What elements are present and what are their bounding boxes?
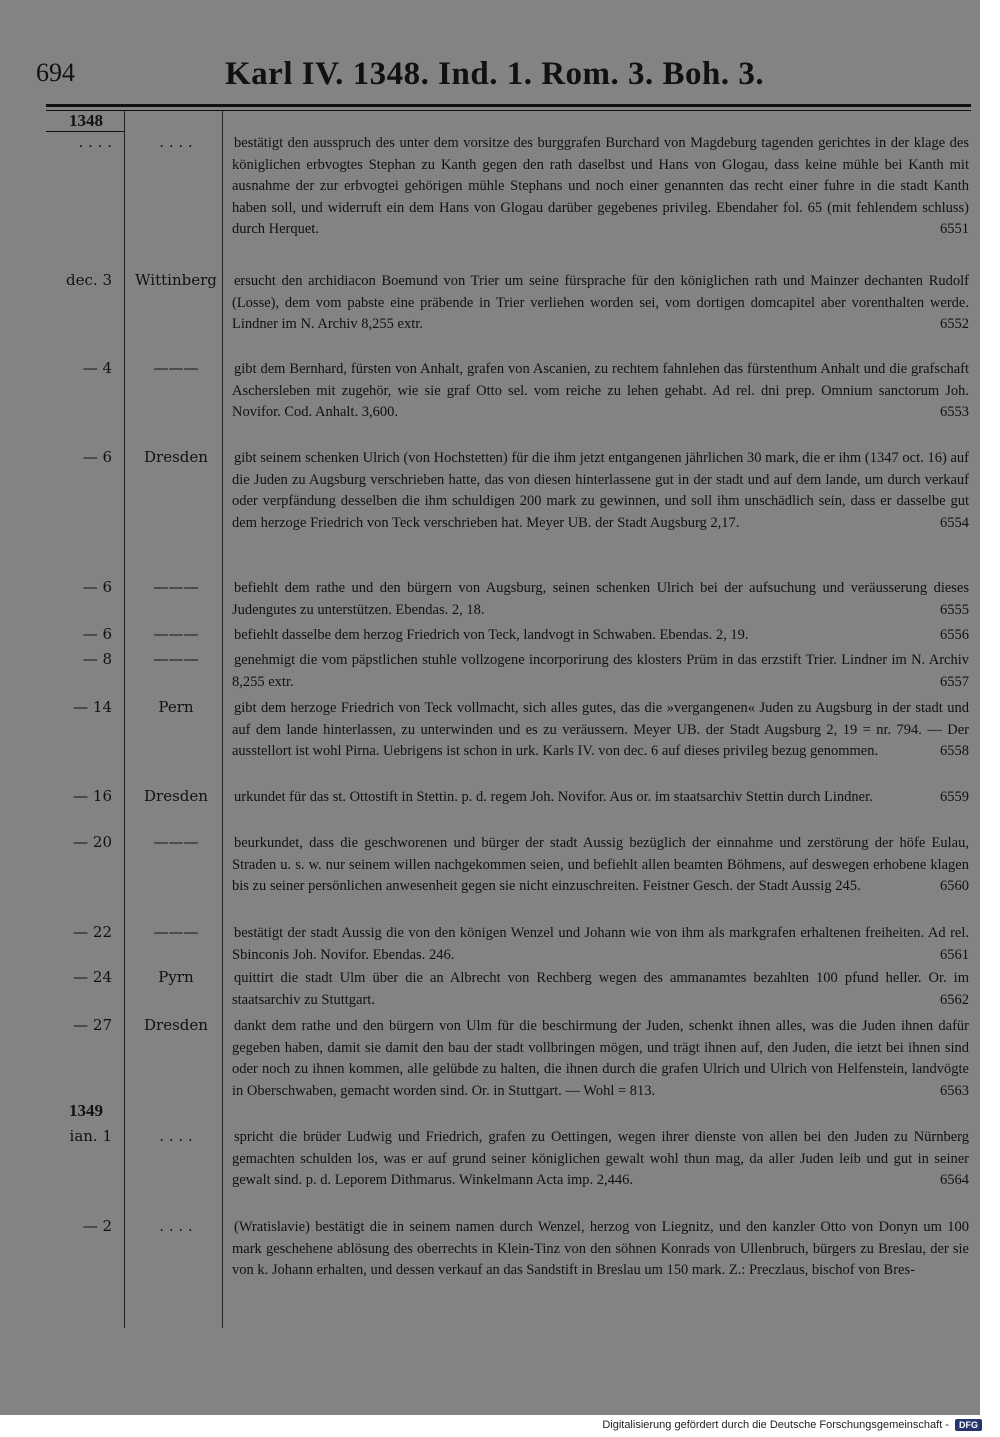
entry-place: Dresden <box>144 448 208 466</box>
entry-date: — 24 <box>73 968 112 986</box>
entry-date: . . . . <box>78 133 112 151</box>
entry-number: 6551 <box>940 221 969 238</box>
entry-text <box>232 359 969 424</box>
entry-text <box>232 133 969 241</box>
entry-text <box>232 923 969 966</box>
entry-date: — 6 <box>82 625 112 643</box>
entry-date: — 27 <box>73 1016 112 1034</box>
entry-body: genehmigt die vom päpstlichen stuhle vollzogene incorporirung des klosters Prüm in das erzstift Trier. Lindner im N. Archiv 8,255 extr. <box>232 652 969 690</box>
entry-number: 6552 <box>940 316 969 333</box>
entry-text <box>232 1127 969 1192</box>
entry-number: 6561 <box>940 946 969 963</box>
entry-date: dec. 3 <box>66 271 112 289</box>
entry-body: dankt dem rathe und den bürgern von Ulm für die beschirmung der Juden, schenkt ihnen alles, was die Juden ihnen dafür gegeben haben, damit sie damit den bau der stadt vollbringen mögen, und trägt ihnen auf, den Juden, die ietzt bei ihnen sind oder noch zu ihnen kommen, alle gelübde zu halten, die ihnen durch die grafen Ulrich und Ulrich von Helfenstein, landvögte in Oberschwaben, gemacht worden sind. Or. in Stuttgart. — Wohl = 813. <box>232 1018 969 1099</box>
entry-place: ——— <box>153 625 199 643</box>
entry-body: gibt dem herzoge Friedrich von Teck vollmacht, sich alles gutes, das die »vergangenen« Juden zu Augsburg in der stadt und auf dem lande hinterlassen, zu unterwinden und es zu veräussern. Meyer UB. der Stadt Augsburg 2, 19 = nr. 794. — Der ausstellort ist wohl Pirna. Uebrigens ist schon in urk. Karls IV. von dec. 6 auf dieses privileg bezug genommen. <box>232 700 969 760</box>
entry-place: Dresden <box>144 787 208 805</box>
header-rule-thin <box>46 110 971 111</box>
entry-text <box>232 1016 969 1102</box>
entry-body: beurkundet, dass die geschworenen und bürger der stadt Aussig bezüglich der einnahme und zerstörung der höfe Eulau, Straden u. s. w. nur seinem willen nachgekommen seien, und befiehlt allen beamten Böhmens, auf deswegen erhobene klagen bis zu seiner persönlichen anwesenheit gegen sie nicht einzuschreiten. Feistner Gesch. der Stadt Aussig 245. <box>232 835 969 895</box>
entry-body: befiehlt dasselbe dem herzog Friedrich von Teck, landvogt in Schwaben. Ebendas. 2, 19. <box>234 627 749 643</box>
entry-place: ——— <box>153 359 199 377</box>
entry-number: 6555 <box>940 601 969 618</box>
entry-place: . . . . <box>159 1217 193 1235</box>
column-divider-date <box>124 110 125 1328</box>
entry-place: Pyrn <box>158 968 194 986</box>
entry-body: befiehlt dem rathe und den bürgern von Augsburg, seinen schenken Ulrich bei der aufsuchung und veräusserung dieses Judengutes zu unterstützen. Ebendas. 2, 18. <box>232 580 969 618</box>
entry-body: bestätigt den ausspruch des unter dem vorsitze des burggrafen Burchard von Magdeburg tagenden gerichtes in der klage des königlichen erbvogtes Stephan zu Kanth gegen den rath daselbst und Hans von Glogau, dass keine mühle bei Kanth mit ausnahme der zur erbvogtei gehörigen mühle Stephans und noch einer genannten das recht einer fuhre in die stadt Kanth haben soll, und widerruft ein dem Hans von Glogau darüber gegebenes privileg. Ebendaher fol. 65 (mit fehlendem schluss) durch Herquet. <box>232 135 969 238</box>
entry-text <box>232 698 969 763</box>
entry-place: Dresden <box>144 1016 208 1034</box>
entry-body: gibt seinem schenken Ulrich (von Hochstetten) für die ihm jetzt entgangenen jährlichen 30 mark, die er ihm (1347 oct. 16) auf die Juden zu Augsburg verschrieben hatte, das von diesen hinterlassene gut in der stadt und auf dem lande, um durch verkauf oder verpfändung desselben die ihm schuldigen 200 mark zu gewinnen, und soll ihm unschädlich sein, dass er dasselbe gut dem herzoge Friedrich von Teck verschrieben hat. Meyer UB. der Stadt Augsburg 2,17. <box>232 450 969 531</box>
footer <box>602 1419 982 1431</box>
entry-date: ian. 1 <box>69 1127 112 1145</box>
entry-place: . . . . <box>159 133 193 151</box>
entry-body: urkundet für das st. Ottostift in Stettin. p. d. regem Joh. Novifor. Aus or. im staatsarchiv Stettin durch Lindner. <box>234 789 873 805</box>
entry-text <box>232 650 969 693</box>
header-rule-thick <box>46 104 971 107</box>
entry-number: 6559 <box>940 789 969 805</box>
entry-body: ersucht den archidiacon Boemund von Trier um seine fürsprache für den königlichen rath und Mainzer dechanten Rudolf (Losse), dem vom pabste eine präbende in Trier verliehen worden sei, vom dortigen domcapitel aber vorenthalten werde. Lindner im N. Archiv 8,255 extr. <box>232 273 969 333</box>
entry-date: — 14 <box>73 698 112 716</box>
entry-place: Wittinberg <box>135 271 217 289</box>
entry-text <box>232 625 969 647</box>
entry-date: — 4 <box>82 359 112 377</box>
year-label-1348: 1348 <box>69 111 103 130</box>
entry-text <box>232 787 969 809</box>
entry-place: ——— <box>153 833 199 851</box>
entry-date: — 6 <box>82 578 112 596</box>
entry-number: 6554 <box>940 514 969 531</box>
entry-text <box>232 833 969 898</box>
entry-place: ——— <box>153 650 199 668</box>
entry-number: 6562 <box>940 991 969 1008</box>
entry-text <box>232 968 969 1011</box>
entry-date: — 22 <box>73 923 112 941</box>
entry-place: Pern <box>158 698 194 716</box>
year-label-1349: 1349 <box>69 1101 103 1120</box>
entry-date: — 6 <box>82 448 112 466</box>
entry-text <box>232 1217 969 1282</box>
column-divider-place <box>222 110 223 1328</box>
entry-number: 6557 <box>940 673 969 690</box>
entry-text <box>232 271 969 336</box>
entry-body: bestätigt der stadt Aussig die von den königen Wenzel und Johann wie von ihm als markgrafen erhaltenen freiheiten. Ad rel. Sbinconis Joh. Novifor. Ebendas. 246. <box>232 925 969 963</box>
entry-number: 6558 <box>940 743 969 760</box>
entry-date: — 16 <box>73 787 112 805</box>
entry-date: — 20 <box>73 833 112 851</box>
entry-date: — 2 <box>82 1217 112 1235</box>
entry-place: ——— <box>153 578 199 596</box>
entry-number: 6564 <box>940 1172 969 1189</box>
footer-credit: Digitalisierung gefördert durch die Deutsche Forschungsgemeinschaft - <box>602 1419 949 1431</box>
page-number: 694 <box>36 58 75 87</box>
entry-date: — 8 <box>82 650 112 668</box>
entry-number: 6560 <box>940 878 969 895</box>
entry-body: (Wratislavie) bestätigt die in seinem namen durch Wenzel, herzog von Liegnitz, und den kanzler Otto von Donyn um 100 mark geschehene ablösung des oberrechts in Klein-Tinz von den söhnen Konrads von Ullenbruch, bürgers zu Breslau, der sie von k. Johann erhalten, und dessen verkauf an das Sandstift in Breslau um 150 mark. Z.: Preczlaus, bischof von Bres- <box>232 1219 969 1279</box>
year-rule <box>46 131 124 132</box>
entry-body: spricht die brüder Ludwig und Friedrich, grafen zu Oettingen, wegen ihrer dienste von allen bei den Juden zu Nürnberg gemachten schulden los, was er auf grund seiner königlichen gewalt wohl thun mag, da aller Juden leib und gut in seiner gewalt sind. p. d. Leporem Dithmarus. Winkelmann Acta imp. 2,446. <box>232 1129 969 1189</box>
entry-place: . . . . <box>159 1127 193 1145</box>
entry-place: ——— <box>153 923 199 941</box>
entry-number: 6563 <box>940 1082 969 1099</box>
entry-text <box>232 578 969 621</box>
entry-number: 6556 <box>940 627 969 643</box>
entry-body: quittirt die stadt Ulm über die an Albrecht von Rechberg wegen des ammanamtes bezahlten 100 pfund heller. Or. im staatsarchiv zu Stuttgart. <box>232 970 969 1008</box>
entry-number: 6553 <box>940 404 969 421</box>
running-title: Karl IV. 1348. Ind. 1. Rom. 3. Boh. 3. <box>225 56 765 92</box>
entry-text <box>232 448 969 534</box>
dfg-logo: DFG <box>955 1419 982 1431</box>
entry-body: gibt dem Bernhard, fürsten von Anhalt, grafen von Ascanien, zu rechtem fahnlehen das fürstenthum Anhalt und die grafschaft Aschersleben mit zugehör, wie sie graf Otto sel. vom reiche zu lehen gehabt. Ad rel. dni prep. Omnium sanctorum Joh. Novifor. Cod. Anhalt. 3,600. <box>232 361 969 421</box>
